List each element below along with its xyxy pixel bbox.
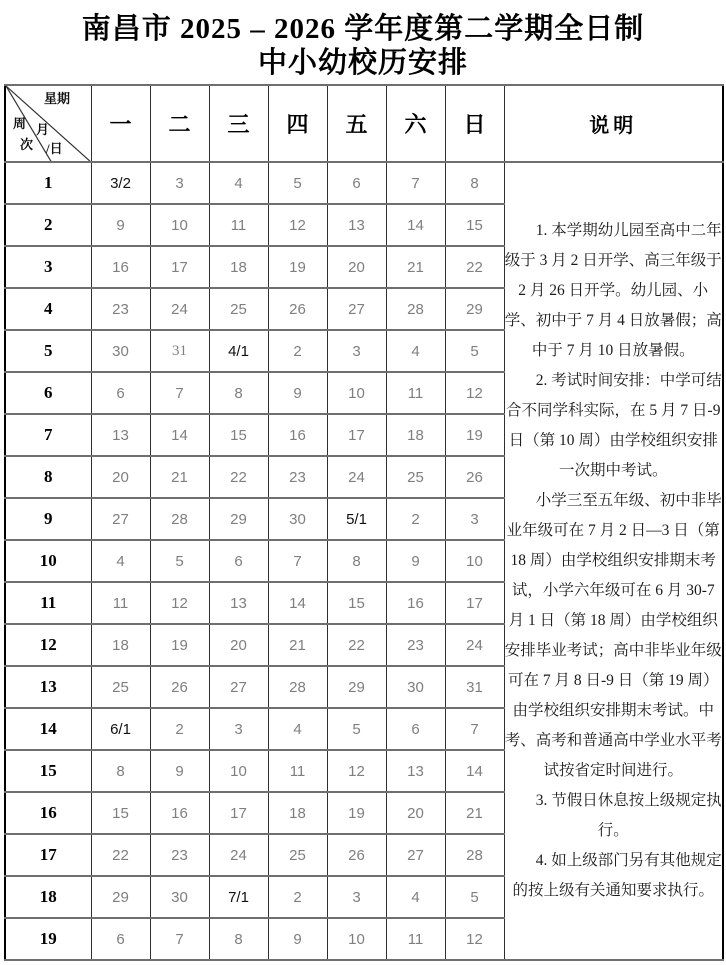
date-cell: 7 <box>150 372 209 414</box>
day-header-sun: 日 <box>445 85 504 162</box>
date-cell: 30 <box>150 876 209 918</box>
date-cell: 16 <box>268 414 327 456</box>
date-cell: 12 <box>327 750 386 792</box>
date-cell: 22 <box>327 624 386 666</box>
date-cell: 9 <box>91 204 150 246</box>
week-number-cell: 17 <box>5 834 91 876</box>
day-header-thu: 四 <box>268 85 327 162</box>
week-number-cell: 7 <box>5 414 91 456</box>
date-cell: 27 <box>209 666 268 708</box>
corner-label-day: /日 <box>46 141 63 156</box>
date-cell: 3 <box>327 330 386 372</box>
date-cell: 12 <box>445 918 504 960</box>
date-cell: 21 <box>445 792 504 834</box>
corner-label-week-no-1: 周 <box>13 116 27 131</box>
notes-cell <box>504 162 723 960</box>
date-cell: 7 <box>445 708 504 750</box>
day-header-sat: 六 <box>386 85 445 162</box>
notes-paragraph: 4. 如上级部门另有其他规定的按上级有关通知要求执行。 <box>512 852 722 899</box>
day-header-fri: 五 <box>327 85 386 162</box>
date-cell: 8 <box>209 918 268 960</box>
date-cell: 29 <box>91 876 150 918</box>
date-cell: 23 <box>150 834 209 876</box>
calendar-body <box>5 162 723 960</box>
date-cell: 17 <box>327 414 386 456</box>
date-cell: 19 <box>150 624 209 666</box>
corner-label-weekday: 星期 <box>44 91 71 106</box>
date-cell: 10 <box>150 204 209 246</box>
date-cell: 13 <box>386 750 445 792</box>
week-number-cell: 18 <box>5 876 91 918</box>
date-cell: 4 <box>386 330 445 372</box>
date-cell: 20 <box>327 246 386 288</box>
date-cell: 2 <box>150 708 209 750</box>
date-cell: 28 <box>386 288 445 330</box>
week-number-cell: 10 <box>5 540 91 582</box>
date-cell: 24 <box>445 624 504 666</box>
date-cell: 19 <box>445 414 504 456</box>
week-number-cell: 9 <box>5 498 91 540</box>
date-cell: 13 <box>91 414 150 456</box>
date-cell: 12 <box>150 582 209 624</box>
date-cell: 7 <box>268 540 327 582</box>
date-cell: 23 <box>386 624 445 666</box>
day-header-mon: 一 <box>91 85 150 162</box>
date-cell: 22 <box>91 834 150 876</box>
day-header-tue: 二 <box>150 85 209 162</box>
date-cell: 6 <box>91 918 150 960</box>
calendar-table <box>4 84 724 961</box>
notes-paragraph: 3. 节假日休息按上级规定执行。 <box>535 792 722 839</box>
date-cell: 14 <box>386 204 445 246</box>
date-cell: 15 <box>91 792 150 834</box>
date-cell: 26 <box>268 288 327 330</box>
date-cell-month-start: 4/1 <box>209 330 268 372</box>
date-cell: 17 <box>150 246 209 288</box>
date-cell: 3 <box>445 498 504 540</box>
corner-header-cell <box>5 85 91 162</box>
date-cell: 17 <box>209 792 268 834</box>
date-cell: 6 <box>209 540 268 582</box>
date-cell: 18 <box>386 414 445 456</box>
date-cell: 9 <box>268 918 327 960</box>
date-cell: 14 <box>445 750 504 792</box>
week-number-cell: 13 <box>5 666 91 708</box>
week-number-cell: 14 <box>5 708 91 750</box>
title-line-2: 中小幼校历安排 <box>257 47 468 79</box>
date-cell: 17 <box>445 582 504 624</box>
date-cell: 18 <box>268 792 327 834</box>
date-cell: 16 <box>150 792 209 834</box>
date-cell: 11 <box>91 582 150 624</box>
date-cell: 25 <box>386 456 445 498</box>
date-cell: 29 <box>327 666 386 708</box>
date-cell: 19 <box>268 246 327 288</box>
notes-paragraph: 2. 考试时间安排：中学可结合不同学科实际，在 5 月 7 日-9 日（第 10 周）由学校组织安排一次期中考试。 <box>506 372 722 479</box>
date-cell: 23 <box>91 288 150 330</box>
date-cell: 28 <box>268 666 327 708</box>
date-cell-month-start: 7/1 <box>209 876 268 918</box>
week-number-cell: 2 <box>5 204 91 246</box>
date-cell: 19 <box>327 792 386 834</box>
date-cell: 3 <box>209 708 268 750</box>
notes-paragraph: 小学三至五年级、初中非毕业年级可在 7 月 2 日—3 日（第 18 周）由学校组织安排期末考试，小学六年级可在 6 月 30-7 月 1 日（第 18 周）由学校组织安排毕业考试；高中非毕业年级可在 7 月 8 日-9 日（第 19 周）由学校组织安排期末考试。中考、高考和普通高中学业水平考试按省定时间进行。 <box>504 492 722 779</box>
date-cell: 24 <box>209 834 268 876</box>
date-cell: 29 <box>209 498 268 540</box>
day-header-wed: 三 <box>209 85 268 162</box>
date-cell: 5 <box>150 540 209 582</box>
week-number-cell: 6 <box>5 372 91 414</box>
date-cell: 25 <box>268 834 327 876</box>
date-cell: 20 <box>209 624 268 666</box>
date-cell: 8 <box>327 540 386 582</box>
date-cell: 12 <box>268 204 327 246</box>
date-cell: 21 <box>386 246 445 288</box>
date-cell: 26 <box>445 456 504 498</box>
date-cell: 21 <box>268 624 327 666</box>
date-cell: 27 <box>327 288 386 330</box>
document-title <box>0 0 726 80</box>
date-cell: 6 <box>327 162 386 204</box>
date-cell: 3 <box>150 162 209 204</box>
date-cell: 10 <box>209 750 268 792</box>
date-cell: 23 <box>268 456 327 498</box>
date-cell: 13 <box>327 204 386 246</box>
week-number-cell: 15 <box>5 750 91 792</box>
date-cell: 25 <box>91 666 150 708</box>
date-cell: 13 <box>209 582 268 624</box>
date-cell: 6 <box>386 708 445 750</box>
week-number-cell: 4 <box>5 288 91 330</box>
date-cell: 4 <box>268 708 327 750</box>
date-cell: 8 <box>91 750 150 792</box>
date-cell: 5 <box>268 162 327 204</box>
date-cell: 9 <box>386 540 445 582</box>
date-cell: 30 <box>386 666 445 708</box>
date-cell: 8 <box>209 372 268 414</box>
date-cell: 11 <box>209 204 268 246</box>
date-cell: 28 <box>445 834 504 876</box>
date-cell: 24 <box>150 288 209 330</box>
date-cell: 2 <box>386 498 445 540</box>
week-number-cell: 12 <box>5 624 91 666</box>
date-cell: 27 <box>386 834 445 876</box>
date-cell: 10 <box>327 918 386 960</box>
date-cell: 7 <box>150 918 209 960</box>
date-cell: 18 <box>91 624 150 666</box>
corner-label-month: 月 <box>36 122 50 137</box>
date-cell: 12 <box>445 372 504 414</box>
date-cell: 27 <box>91 498 150 540</box>
week-number-cell: 16 <box>5 792 91 834</box>
date-cell: 4 <box>209 162 268 204</box>
week-number-cell: 8 <box>5 456 91 498</box>
date-cell: 5 <box>327 708 386 750</box>
date-cell: 30 <box>91 330 150 372</box>
week-number-cell: 11 <box>5 582 91 624</box>
date-cell: 16 <box>386 582 445 624</box>
date-cell: 2 <box>268 330 327 372</box>
date-cell: 14 <box>150 414 209 456</box>
date-cell: 18 <box>209 246 268 288</box>
date-cell: 20 <box>386 792 445 834</box>
date-cell: 31 <box>445 666 504 708</box>
date-cell: 21 <box>150 456 209 498</box>
notes-header: 说明 <box>504 85 723 162</box>
date-cell: 29 <box>445 288 504 330</box>
date-cell: 3 <box>327 876 386 918</box>
corner-label-week-no-2: 次 <box>20 137 34 152</box>
date-cell: 22 <box>209 456 268 498</box>
date-cell-month-start: 5/1 <box>327 498 386 540</box>
date-cell: 9 <box>150 750 209 792</box>
date-cell: 26 <box>327 834 386 876</box>
week-number-cell: 5 <box>5 330 91 372</box>
date-cell: 28 <box>150 498 209 540</box>
calendar-row <box>5 162 723 204</box>
date-cell: 11 <box>386 372 445 414</box>
date-cell: 10 <box>327 372 386 414</box>
date-cell: 8 <box>445 162 504 204</box>
date-cell: 26 <box>150 666 209 708</box>
date-cell: 15 <box>209 414 268 456</box>
notes-paragraph: 1. 本学期幼儿园至高中二年级于 3 月 2 日开学、高三年级于 2 月 26 日开学。幼儿园、小学、初中于 7 月 4 日放暑假；高中于 7 月 10 日放暑假。 <box>504 222 722 359</box>
date-cell: 30 <box>268 498 327 540</box>
date-cell: 9 <box>268 372 327 414</box>
date-cell: 7 <box>386 162 445 204</box>
date-cell: 4 <box>91 540 150 582</box>
date-cell: 11 <box>268 750 327 792</box>
date-cell: 11 <box>386 918 445 960</box>
date-cell: 10 <box>445 540 504 582</box>
date-cell: 20 <box>91 456 150 498</box>
date-cell: 25 <box>209 288 268 330</box>
date-cell: 2 <box>268 876 327 918</box>
week-number-cell: 1 <box>5 162 91 204</box>
date-cell: 22 <box>445 246 504 288</box>
date-cell-month-start: 6/1 <box>91 708 150 750</box>
date-cell: 16 <box>91 246 150 288</box>
date-cell: 14 <box>268 582 327 624</box>
header-row <box>5 85 723 162</box>
date-cell: 5 <box>445 330 504 372</box>
date-cell: 15 <box>445 204 504 246</box>
title-line-1: 南昌市 2025 – 2026 学年度第二学期全日制 <box>81 13 645 45</box>
date-cell: 5 <box>445 876 504 918</box>
week-number-cell: 19 <box>5 918 91 960</box>
date-cell-month-start: 3/2 <box>91 162 150 204</box>
date-cell: 31 <box>150 330 209 372</box>
date-cell: 15 <box>327 582 386 624</box>
date-cell: 24 <box>327 456 386 498</box>
date-cell: 6 <box>91 372 150 414</box>
date-cell: 4 <box>386 876 445 918</box>
week-number-cell: 3 <box>5 246 91 288</box>
